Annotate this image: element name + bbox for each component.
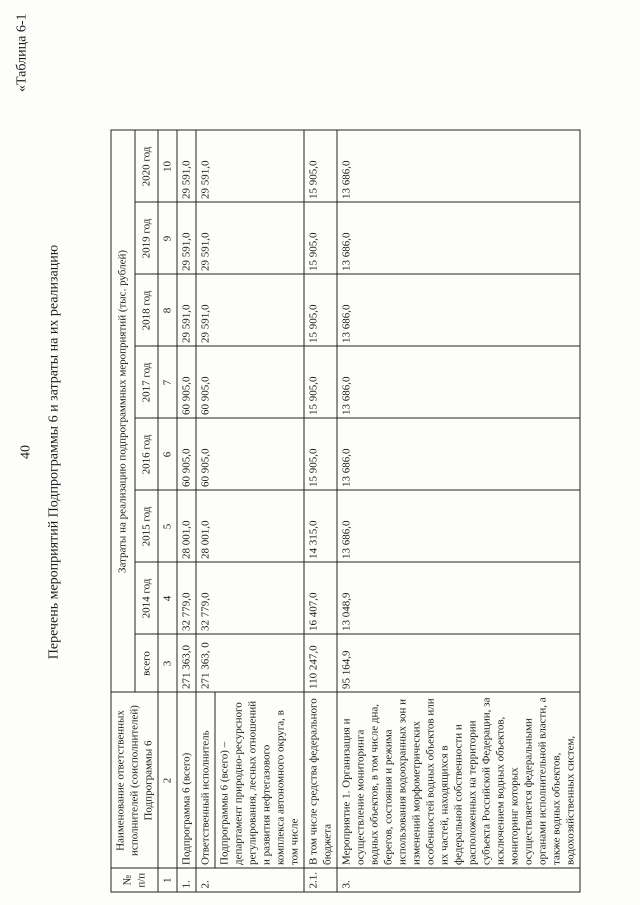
table-row — [196, 131, 304, 893]
row-number: 1. — [177, 869, 196, 893]
row-year-value: 13 686,0 — [337, 131, 580, 203]
row-year-value: 29 591,0 — [177, 131, 196, 203]
row-total: 271 363,0 — [177, 635, 196, 693]
row-year-value: 29 591,0 — [196, 203, 304, 275]
row-year-value: 28 001,0 — [196, 491, 304, 563]
table-row — [304, 131, 337, 893]
row-year-value: 16 407,0 — [304, 563, 337, 635]
table-row — [177, 131, 196, 893]
row-name: Мероприятие 1. Организация и осуществление мониторинга водных объектов, в том числе дна, берегов, состояния и режима использования водоохранных зон и изменений морфометрических особенностей водных объектов или их частей, находящихся в федеральной собственности и расположенных на территории субъекта Российской Федерации, за исключением водных объектов, мониторинг которых осуществляется федеральными органами исполнительной власти, а также водных объектов, водохозяйственных систем, — [337, 693, 580, 869]
column-number: 7 — [158, 347, 177, 419]
row-number: 3. — [337, 869, 580, 893]
column-number: 2 — [158, 693, 177, 869]
column-number: 8 — [158, 275, 177, 347]
row-number: 2.1. — [304, 869, 337, 893]
header-name: Наименование ответственных исполнителей (соисполнителей) Подпрограммы 6 — [111, 693, 158, 869]
row-total: 95 164,9 — [337, 635, 580, 693]
header-year: 2016 год — [135, 419, 159, 491]
row-number: 2. — [196, 869, 304, 893]
header-total: всего — [135, 635, 159, 693]
row-year-value: 15 905,0 — [304, 419, 337, 491]
row-year-value: 29 591,0 — [177, 203, 196, 275]
row-year-value: 13 686,0 — [337, 275, 580, 347]
table-label: «Таблица 6-1 — [14, 13, 30, 93]
row-year-value: 15 905,0 — [304, 275, 337, 347]
header-year: 2020 год — [135, 131, 159, 203]
row-year-value: 60 905,0 — [177, 347, 196, 419]
row-year-value: 60 905,0 — [177, 419, 196, 491]
column-number: 9 — [158, 203, 177, 275]
row-year-value: 32 779,0 — [177, 563, 196, 635]
column-number: 6 — [158, 419, 177, 491]
table-title: Перечень мероприятий Подпрограммы 6 и затраты на их реализацию — [46, 244, 62, 660]
row-year-value: 29 591,0 — [196, 131, 304, 203]
row-name: В том числе средства федерального бюджета — [304, 693, 337, 869]
header-year: 2019 год — [135, 203, 159, 275]
row-name — [196, 693, 304, 869]
expenses-table — [111, 130, 581, 893]
row-year-value: 14 315,0 — [304, 491, 337, 563]
row-year-value: 60 905,0 — [196, 419, 304, 491]
page-number: 40 — [18, 445, 34, 459]
row-total: 271 363, 0 — [196, 635, 304, 693]
row-year-value: 15 905,0 — [304, 203, 337, 275]
row-year-value: 13 048,9 — [337, 563, 580, 635]
column-number-row — [158, 131, 177, 893]
row-year-value: 60 905,0 — [196, 347, 304, 419]
row-year-value: 15 905,0 — [304, 131, 337, 203]
row-year-value: 29 591,0 — [177, 275, 196, 347]
row-name-part: Подпрограммы 6 (всего) – департамент природно-ресурсного регулирования, лесных отношений и развития нефтегазового комплекса автономного округа, в том числе — [215, 693, 304, 868]
row-year-value: 13 686,0 — [337, 419, 580, 491]
column-number: 10 — [158, 131, 177, 203]
column-number: 4 — [158, 563, 177, 635]
row-name: Подпрограмма 6 (всего) — [177, 693, 196, 869]
row-total: 110 247,0 — [304, 635, 337, 693]
header-costs-group: Затраты на реализацию подпрограммных мероприятий (тыс. рублей) — [111, 131, 135, 693]
header-year: 2014 год — [135, 563, 159, 635]
row-year-value: 13 686,0 — [337, 203, 580, 275]
header-year: 2017 год — [135, 347, 159, 419]
header-year: 2018 год — [135, 275, 159, 347]
header-year: 2015 год — [135, 491, 159, 563]
row-year-value: 13 686,0 — [337, 491, 580, 563]
row-name-part: Ответственный исполнитель — [199, 730, 212, 865]
column-number: 5 — [158, 491, 177, 563]
header-no: № п/п — [111, 869, 158, 893]
row-year-value: 32 779,0 — [196, 563, 304, 635]
column-number: 1 — [158, 869, 177, 893]
row-year-value: 28 001,0 — [177, 491, 196, 563]
rotated-page — [1, 0, 640, 905]
row-year-value: 15 905,0 — [304, 347, 337, 419]
table-row — [337, 131, 580, 893]
column-number: 3 — [158, 635, 177, 693]
row-year-value: 29 591,0 — [196, 275, 304, 347]
row-year-value: 13 686,0 — [337, 347, 580, 419]
